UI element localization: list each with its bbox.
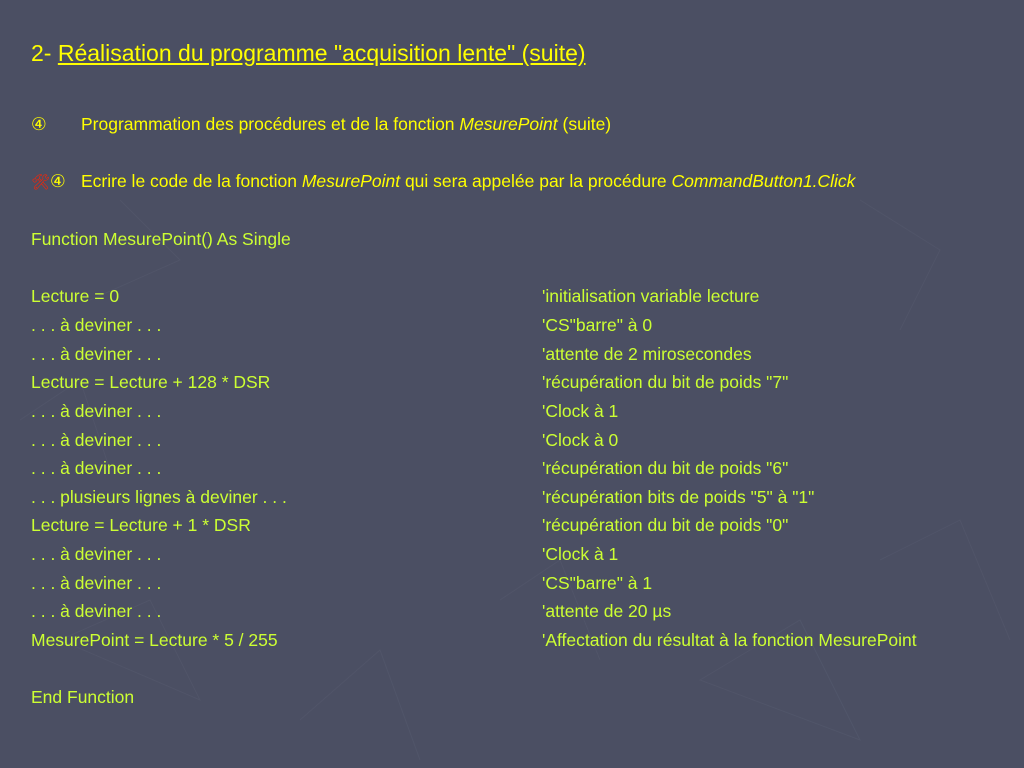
code-line: Lecture = 0: [31, 286, 120, 306]
code-line: . . . à deviner . . .: [31, 315, 162, 335]
function-header: Function MesurePoint() As Single: [31, 229, 291, 249]
code-line: Lecture = Lecture + 1 * DSR: [31, 515, 251, 535]
title-text: Réalisation du programme "acquisition lente" (suite): [57, 40, 586, 66]
tools-icon: 🛠: [31, 174, 51, 191]
code-line: . . . à deviner . . .: [31, 544, 162, 564]
slide-title: [31, 40, 586, 67]
code-comment: 'Affectation du résultat à la fonction MesurePoint: [542, 630, 917, 650]
code-comment: 'attente de 20 µs: [542, 601, 672, 621]
circled-4-icon: ④: [31, 114, 47, 134]
code-line: . . . à deviner . . .: [31, 430, 162, 450]
code-line: . . . à deviner . . .: [31, 458, 162, 478]
code-line: . . . à deviner . . .: [31, 344, 162, 364]
code-comment: 'récupération bits de poids "5" à "1": [542, 487, 815, 507]
code-comment: 'CS"barre" à 1: [542, 573, 653, 593]
code-comment: 'Clock à 1: [542, 544, 619, 564]
bullet-text-2: Ecrire le code de la fonction MesurePoint qui sera appelée par la procédure CommandButton1.Click: [81, 171, 856, 191]
code-comment: 'CS"barre" à 0: [542, 315, 653, 335]
code-line: Lecture = Lecture + 128 * DSR: [31, 372, 271, 392]
bullet-symbols: [31, 171, 66, 192]
code-line: . . . à deviner . . .: [31, 601, 162, 621]
code-line: MesurePoint = Lecture * 5 / 255: [31, 630, 278, 650]
code-comment: 'initialisation variable lecture: [542, 286, 760, 306]
title-prefix: 2-: [31, 40, 58, 66]
code-line: . . . à deviner . . .: [31, 573, 162, 593]
bullet-text-1: Programmation des procédures et de la fonction MesurePoint (suite): [81, 114, 612, 134]
code-line: . . . à deviner . . .: [31, 401, 162, 421]
code-comment: 'attente de 2 mirosecondes: [542, 344, 752, 364]
code-comment: 'Clock à 1: [542, 401, 619, 421]
code-comment: 'récupération du bit de poids "0": [542, 515, 789, 535]
code-comment: 'récupération du bit de poids "7": [542, 372, 789, 392]
code-comment: 'récupération du bit de poids "6": [542, 458, 789, 478]
circled-4-icon: ④: [50, 171, 66, 191]
code-line: . . . plusieurs lignes à deviner . . .: [31, 487, 287, 507]
code-comment: 'Clock à 0: [542, 430, 619, 450]
function-footer: End Function: [31, 687, 135, 707]
